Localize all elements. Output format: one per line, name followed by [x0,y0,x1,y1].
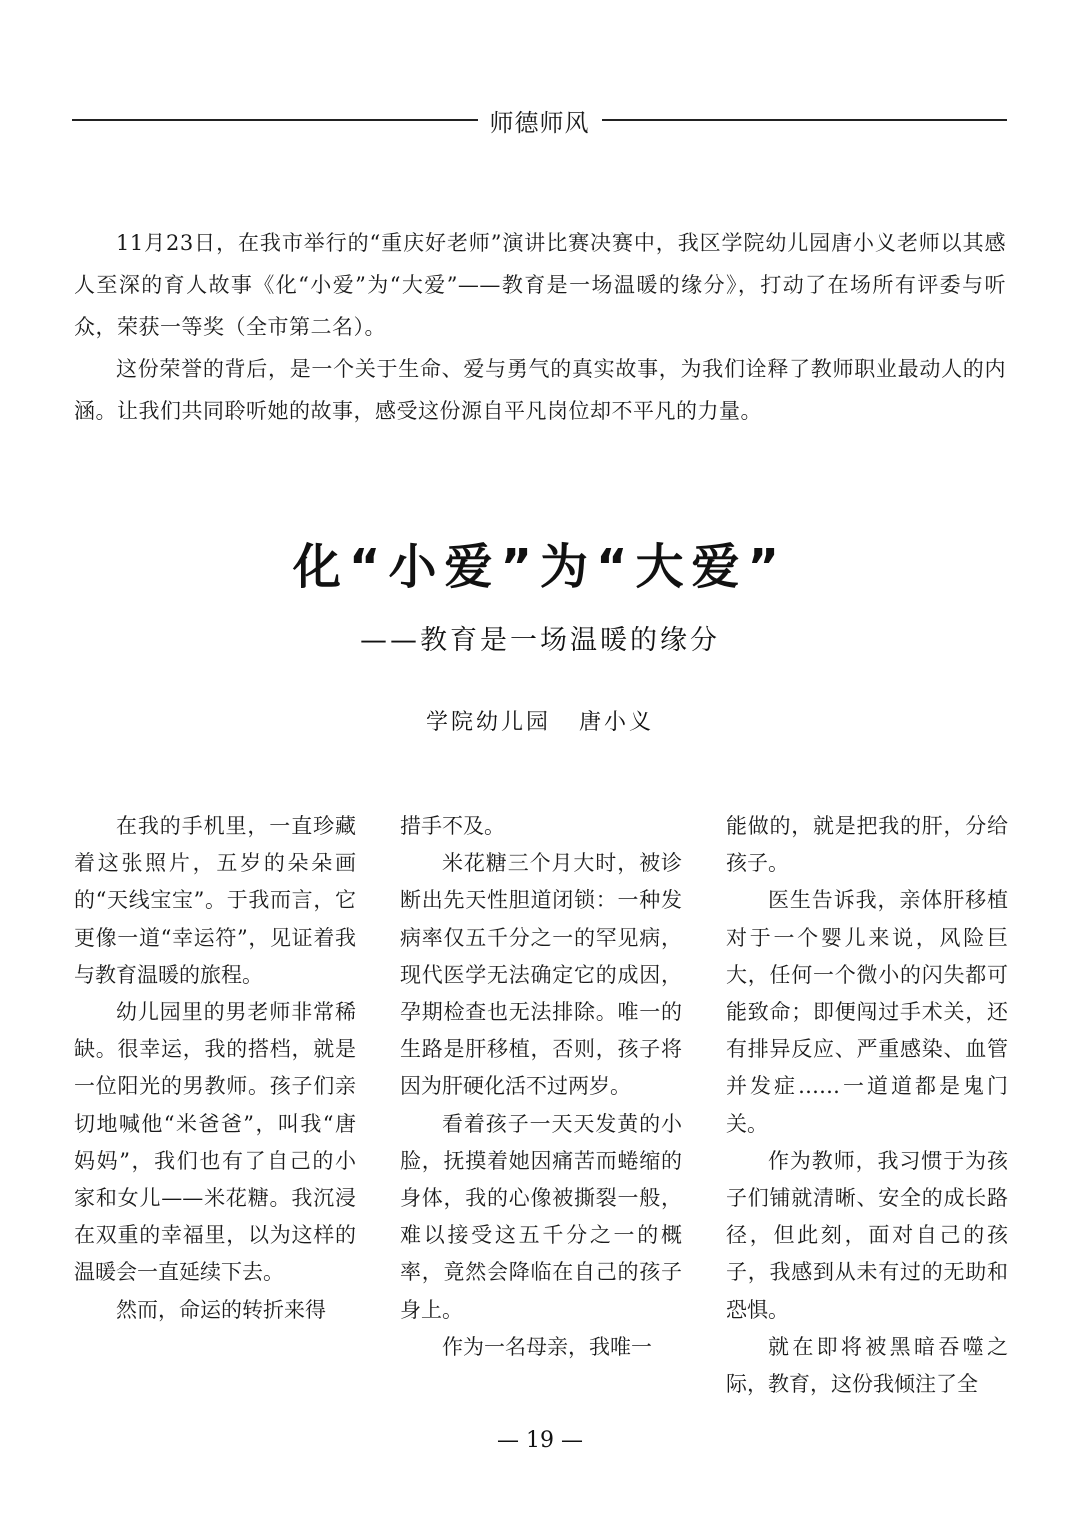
body-paragraph: 然而，命运的转折来得 [116,1297,326,1322]
section-header [72,100,1007,140]
intro-text [74,222,1006,432]
body-paragraph: 措手不及。 [400,814,505,838]
body-paragraph: 作为一名母亲，我唯一 [442,1334,652,1359]
page-number: — 19 — [497,1428,583,1453]
body-paragraph: 作为教师，我习惯于为孩子们铺就清晰、安全的成长路径，但此刻，面对自己的孩子，我感到从未有过的无助和恐惧。 [726,1148,1008,1322]
intro-paragraph: 这份荣誉的背后，是一个关于生命、爱与勇气的真实故事，为我们诠释了教师职业最动人的内涵。让我们共同聆听她的故事，感受这份源自平凡岗位却不平凡的力量。 [74,357,1006,423]
article-subtitle: ——教育是一场温暖的缘分 [360,625,720,656]
body-column-2 [400,808,682,1366]
body-paragraph: 幼儿园里的男老师非常稀缺。很幸运，我的搭档，就是一位阳光的男教师。孩子们亲切地喊他“米爸爸”，叫我“唐妈妈”，我们也有了自己的小家和女儿——米花糖。我沉浸在双重的幸福里，以为这样的温暖会一直延续下去。 [74,1000,356,1285]
body-paragraph: 医生告诉我，亲体肝移植对于一个婴儿来说，风险巨大，任何一个微小的闪失都可能致命；即便闯过手术关，还有排异反应、严重感染、血管并发症……一道道都是鬼门关。 [726,888,1008,1136]
article-title: 化“小爱”为“大爱” [292,539,788,595]
body-paragraph: 就在即将被黑暗吞噬之际，教育，这份我倾注了全 [726,1334,1008,1397]
body-column-3 [726,808,1008,1403]
body-paragraph: 看着孩子一天天发黄的小脸，抚摸着她因痛苦而蜷缩的身体，我的心像被撕裂一般，难以接受这五千分之一的概率，竟然会降临在自己的孩子身上。 [400,1111,682,1322]
body-paragraph: 在我的手机里，一直珍藏着这张照片，五岁的朵朵画的“天线宝宝”。于我而言，它更像一道“幸运符”，见证着我与教育温暖的旅程。 [74,814,356,987]
body-column-1 [74,808,356,1329]
body-paragraph: 米花糖三个月大时，被诊断出先天性胆道闭锁：一种发病率仅五千分之一的罕见病，现代医学无法确定它的成因，孕期检查也无法排除。唯一的生路是肝移植，否则，孩子将因为肝硬化活不过两岁。 [400,851,682,1099]
byline [0,705,1080,736]
header-rule-left [72,119,478,121]
header-rule-right [602,119,1008,121]
section-name: 师德师风 [489,108,590,137]
byline-organization: 学院幼儿园 [425,710,551,735]
intro-paragraph: 11月23日，在我市举行的“重庆好老师”演讲比赛决赛中，我区学院幼儿园唐小义老师以其感人至深的育人故事《化“小爱”为“大爱”——教育是一场温暖的缘分》，打动了在场所有评委与听众，荣获一等奖（全市第二名）。 [74,231,1006,339]
byline-author: 唐小义 [579,710,655,735]
body-paragraph: 能做的，就是把我的肝，分给孩子。 [726,814,1008,876]
